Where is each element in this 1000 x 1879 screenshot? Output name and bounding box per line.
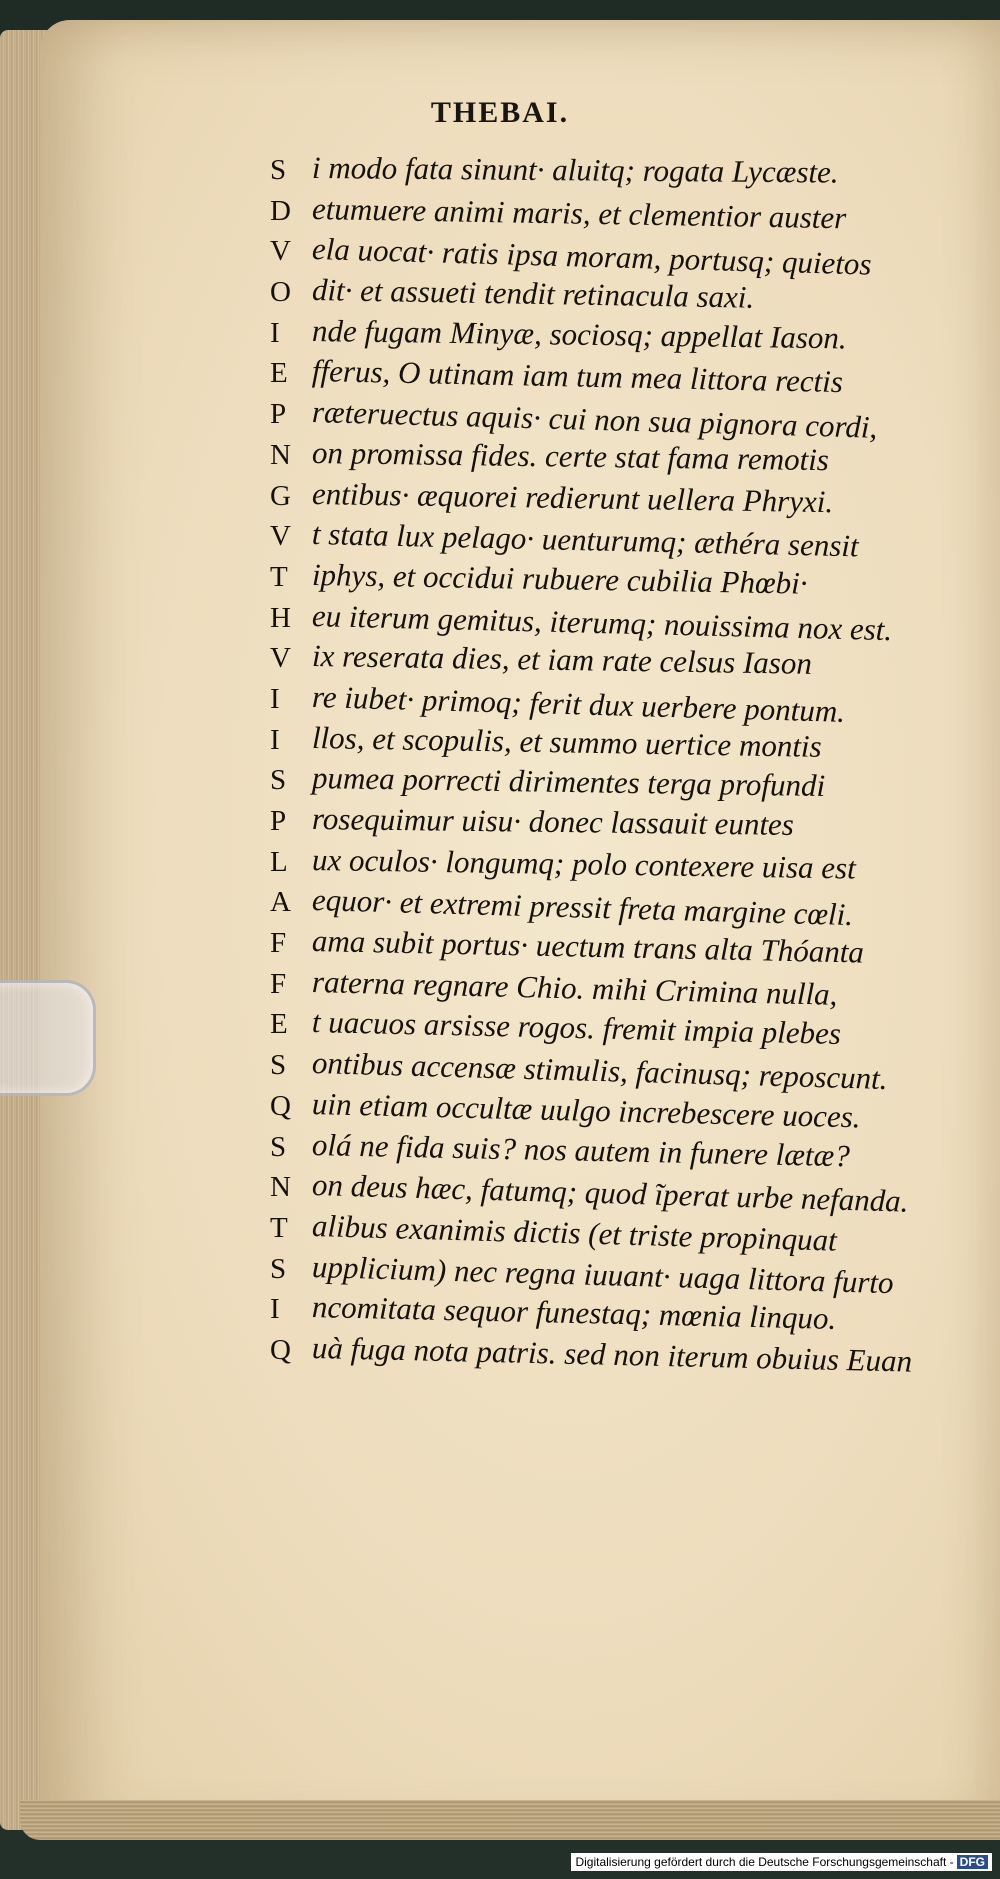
verse-text: i modo fata sinunt· aluitq; rogata Lycæste. bbox=[311, 150, 839, 190]
verse-initial: T bbox=[270, 1211, 288, 1244]
verse-initial: N bbox=[270, 438, 291, 471]
verse-initial: I bbox=[270, 723, 280, 756]
verse-line bbox=[270, 1289, 1000, 1337]
verse-initial: A bbox=[270, 886, 291, 919]
verse-initial: Q bbox=[270, 1089, 291, 1122]
verse-initial: I bbox=[270, 316, 280, 349]
verse-text: uin etiam occultæ uulgo increbescere uoces. bbox=[311, 1085, 861, 1135]
verse-initial: S bbox=[270, 1049, 287, 1082]
verse-text: dit· et assueti tendit retinacula saxi. bbox=[311, 272, 755, 315]
verse-initial: O bbox=[270, 276, 291, 309]
verse-text: iphys, et occidui rubuere cubilia Phœbi· bbox=[311, 556, 808, 601]
verse-text: ræteruectus aquis· cui non sua pignora cordi, bbox=[311, 394, 878, 445]
verse-initial: S bbox=[270, 154, 287, 186]
running-header: THEBAI. bbox=[430, 96, 570, 129]
verse-text: llos, et scopulis, et summo uertice montis bbox=[311, 719, 822, 764]
verse-line bbox=[270, 476, 1000, 517]
verse-text: upplicium) nec regna iuuant· uaga littora furto bbox=[311, 1248, 895, 1300]
verse-lines bbox=[270, 150, 1000, 1379]
verse-line bbox=[270, 1085, 1000, 1135]
verse-text: t uacuos arsisse rogos. fremit impia plebes bbox=[311, 1004, 842, 1052]
verse-initial: V bbox=[270, 520, 291, 553]
verse-initial: D bbox=[270, 194, 291, 227]
verse-line bbox=[270, 923, 1000, 970]
verse-text: entibus· æquorei redierunt uellera Phryxi. bbox=[311, 475, 834, 519]
dfg-logo: DFG bbox=[957, 1855, 988, 1869]
verse-line bbox=[270, 556, 1000, 601]
verse-initial: V bbox=[270, 642, 291, 675]
verse-line bbox=[270, 801, 1000, 842]
verse-text: nde fugam Minyæ, sociosq; appellat Iason. bbox=[311, 312, 847, 356]
verse-initial: L bbox=[270, 845, 288, 878]
verse-line bbox=[270, 760, 1000, 804]
verse-text: ncomitata sequor funestaq; mœnia linquo. bbox=[311, 1289, 837, 1337]
verse-initial: T bbox=[270, 560, 288, 593]
verse-initial: F bbox=[270, 927, 287, 960]
verse-line bbox=[270, 1248, 1000, 1300]
verse-initial: G bbox=[270, 479, 291, 512]
verse-initial: P bbox=[270, 398, 287, 431]
verse-line bbox=[270, 1004, 1000, 1052]
verse-line bbox=[270, 638, 1000, 682]
verse-text: equor· et extremi pressit freta margine cœli. bbox=[311, 882, 854, 933]
verse-initial: F bbox=[270, 967, 287, 1000]
verse-initial: V bbox=[270, 235, 291, 268]
verse-text: ux oculos· longumq; polo contexere uisa est bbox=[311, 841, 857, 886]
verse-initial: P bbox=[270, 805, 287, 837]
verse-line bbox=[270, 435, 1000, 476]
verse-line bbox=[270, 963, 1000, 1012]
verse-text: raterna regnare Chio. mihi Crimina nulla, bbox=[311, 963, 838, 1012]
verse-text: ontibus accensæ stimulis, facinusq; reposcunt. bbox=[311, 1045, 889, 1097]
verse-initial: E bbox=[270, 357, 288, 390]
verse-text: fferus, O utinam iam tum mea littora rectis bbox=[311, 353, 844, 400]
verse-text: eu iterum gemitus, iterumq; nouissima nox est. bbox=[311, 597, 893, 647]
dfg-credit bbox=[571, 1853, 992, 1871]
verse-line bbox=[270, 231, 1000, 282]
verse-text: on promissa fides. certe stat fama remotis bbox=[311, 434, 830, 478]
verse-initial: S bbox=[270, 1130, 287, 1163]
verse-line bbox=[270, 272, 1000, 313]
verse-initial: H bbox=[270, 601, 291, 634]
verse-line bbox=[270, 1207, 1000, 1258]
verse-line bbox=[270, 150, 1000, 191]
verse-initial: N bbox=[270, 1171, 291, 1204]
verse-text: rosequimur uisu· donec lassauit euntes bbox=[311, 801, 795, 842]
verse-line bbox=[270, 1329, 1000, 1379]
verse-text: ela uocat· ratis ipsa moram, portusq; quietos bbox=[311, 231, 873, 282]
page-bottom-edge bbox=[20, 1800, 1000, 1840]
book-clip bbox=[0, 980, 96, 1096]
verse-text: uà fuga nota patris. sed non iterum obuius Euan bbox=[311, 1329, 913, 1379]
verse-line bbox=[270, 1045, 1000, 1097]
verse-initial: I bbox=[270, 1293, 280, 1326]
verse-text: alibus exanimis dictis (et triste propinquat bbox=[311, 1207, 838, 1258]
verse-line bbox=[270, 1126, 1000, 1173]
verse-text: re iubet· primoq; ferit dux uerbere pontum. bbox=[311, 678, 846, 729]
verse-line bbox=[270, 719, 1000, 764]
verse-line bbox=[270, 597, 1000, 647]
verse-text: ix reserata dies, et iam rate celsus Iason bbox=[311, 638, 813, 682]
verse-line bbox=[270, 313, 1000, 354]
verse-text: pumea porrecti dirimentes terga profundi bbox=[311, 760, 826, 804]
verse-line bbox=[270, 190, 1000, 236]
verse-text: t stata lux pelago· uenturumq; æthéra sensit bbox=[311, 516, 860, 564]
verse-line bbox=[270, 353, 1000, 400]
verse-text: etumuere animi maris, et clementior auster bbox=[311, 190, 847, 236]
verse-text: olá ne fida suis? nos autem in funere lætæ? bbox=[311, 1126, 851, 1173]
verse-line bbox=[270, 678, 1000, 729]
verse-line bbox=[270, 841, 1000, 886]
verse-initial: E bbox=[270, 1008, 288, 1041]
verse-initial: I bbox=[270, 682, 280, 715]
verse-text: on deus hæc, fatumq; quod ĩperat urbe nefanda. bbox=[311, 1167, 909, 1219]
verse-initial: S bbox=[270, 764, 287, 797]
verse-text: ama subit portus· uectum trans alta Thóanta bbox=[311, 923, 865, 970]
credit-text: Digitalisierung gefördert durch die Deutsche Forschungsgemeinschaft - bbox=[575, 1855, 954, 1869]
verse-line bbox=[270, 394, 1000, 445]
verse-initial: S bbox=[270, 1252, 287, 1285]
verse-line bbox=[270, 882, 1000, 933]
verse-initial: Q bbox=[270, 1333, 291, 1366]
verse-line bbox=[270, 1167, 1000, 1219]
verse-line bbox=[270, 516, 1000, 564]
